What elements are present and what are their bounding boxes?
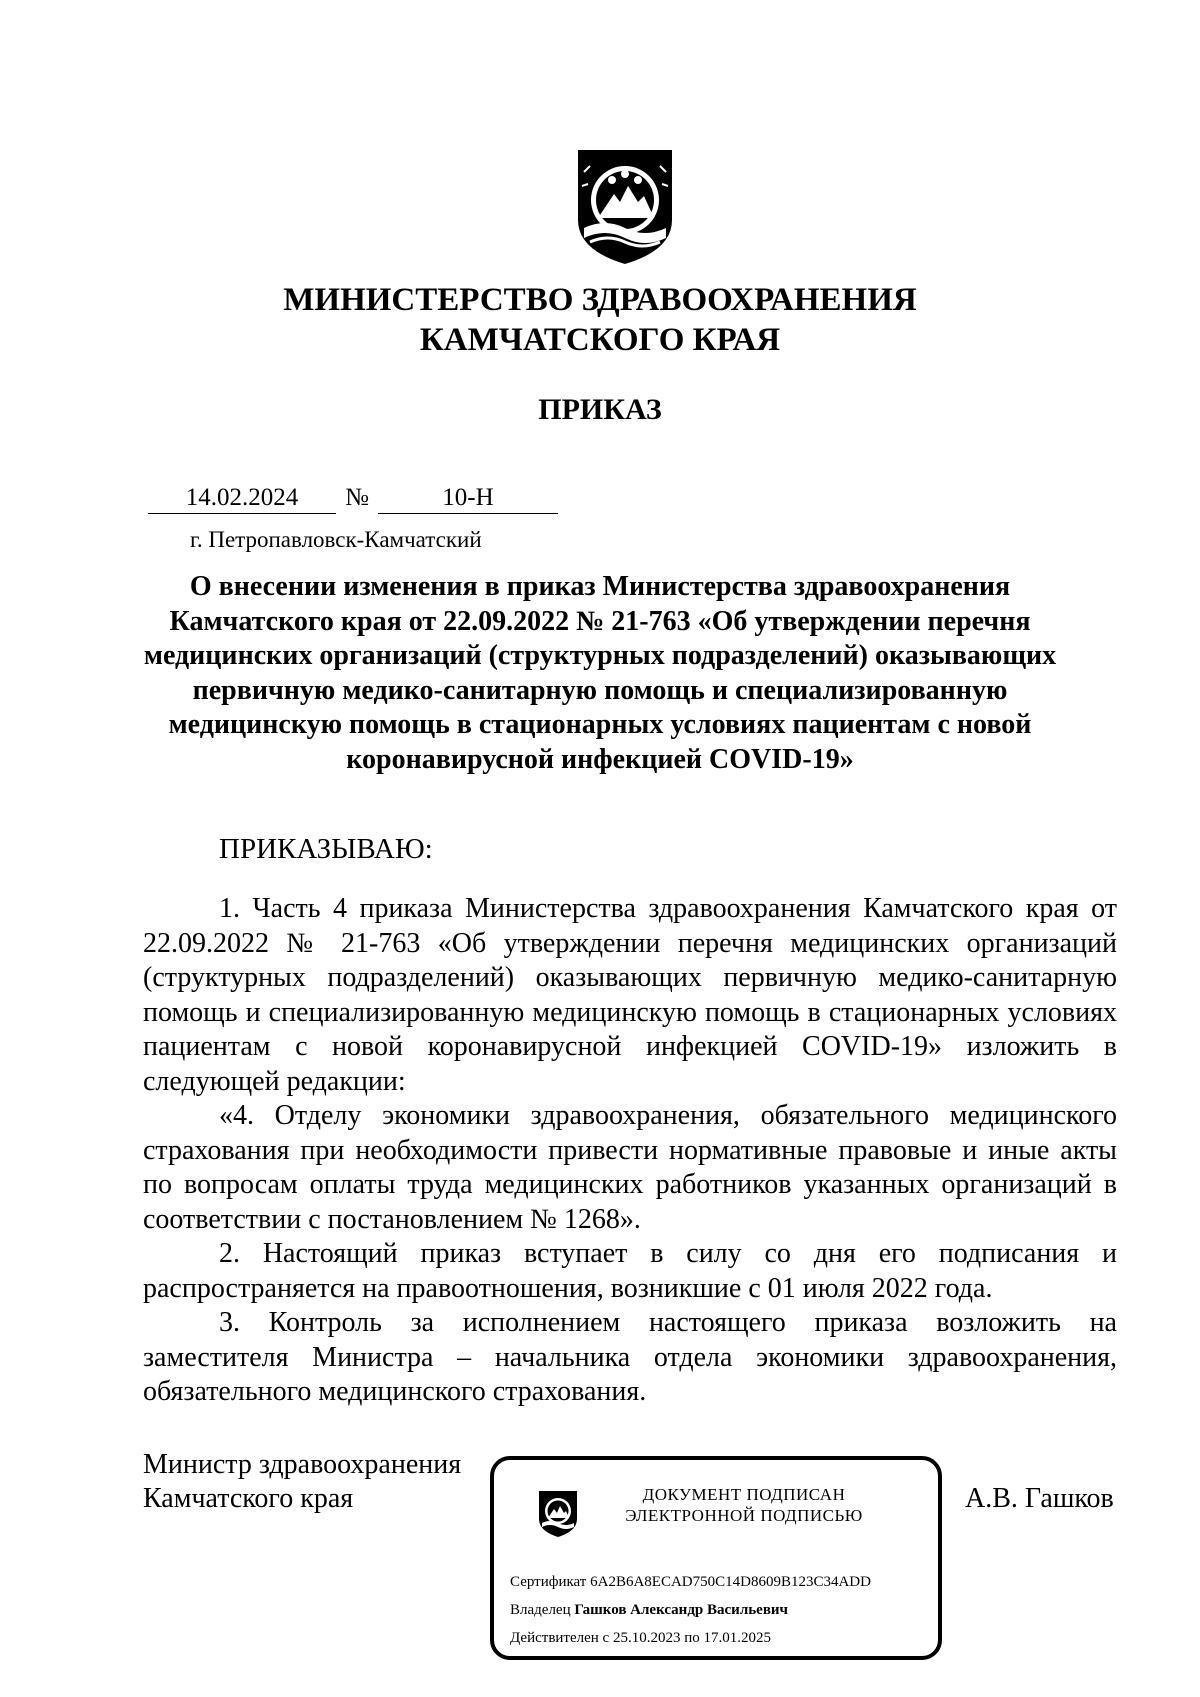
number-sign: № [345,484,369,511]
stamp-coat-of-arms-icon [536,1488,580,1538]
signer-name: А.В. Гашков [965,1483,1114,1514]
stamp-heading-line1: ДОКУМЕНТ ПОДПИСАН [642,1485,846,1504]
valid-to: 17.01.2025 [703,1630,771,1646]
signer-title [143,1448,461,1516]
ministry-name-line2: КАМЧАТСКОГО КРАЯ [419,322,781,358]
stamp-heading-line2: ЭЛЕКТРОННОЙ ПОДПИСЬЮ [625,1506,863,1525]
owner-value: Гашков Александр Васильевич [574,1602,789,1618]
stamp-owner [510,1600,788,1620]
order-date: 14.02.2024 [148,483,336,514]
order-body [143,892,1117,1410]
stamp-certificate [510,1572,871,1592]
kamchatka-coat-of-arms-icon [570,142,680,267]
directive: ПРИКАЗЫВАЮ: [219,833,433,865]
date-number-line [148,480,558,514]
paragraph-3: 2. Настоящий приказ вступает в силу со дня его подписания и распространяется на правоотношения, возникшие с 01 июля 2022 года. [143,1238,1117,1304]
signer-title-line1: Министр здравоохранения [143,1449,462,1480]
valid-from: 25.10.2023 [612,1630,681,1646]
valid-label: Действителен с [510,1630,610,1646]
certificate-value: 6A2B6A8ECAD750C14D8609B123C34ADD [590,1574,871,1590]
electronic-signature-stamp [490,1456,942,1660]
city: г. Петропавловск-Камчатский [190,527,482,552]
paragraph-4: 3. Контроль за исполнением настоящего приказа возложить на заместителя Министра – начальника отдела экономики здравоохранения, обязательного медицинского страхования. [143,1307,1117,1407]
certificate-label: Сертификат [510,1574,587,1590]
owner-label: Владелец [510,1602,571,1618]
document-type: ПРИКАЗ [538,393,662,426]
stamp-validity [510,1628,771,1648]
stamp-heading [594,1484,894,1526]
valid-to-label: по [684,1630,700,1646]
order-number: 10-Н [378,483,558,514]
signer-title-line2: Камчатского края [143,1483,354,1514]
paragraph-1: 1. Часть 4 приказа Министерства здравоохранения Камчатского края от 22.09.2022 № 21-763 «Об утверждении перечня медицинских организаций (структурных подразделений) оказывающих первичную медико-санитарную помощь и специализированную медицинскую помощь в стационарных условиях пациентам с новой коронавирусной инфекцией COVID-19» изложить в следующей редакции: [143,893,1117,1097]
paragraph-2: «4. Отделу экономики здравоохранения, обязательного медицинского страхования при необходимости привести нормативные правовые и иные акты по вопросам оплаты труда медицинских работников указанных организаций в соответствии с постановлением № 1268». [143,1100,1117,1235]
order-subject: О внесении изменения в приказ Министерства здравоохранения Камчатского края от 22.09.2022 № 21-763 «Об утверждении перечня медицинских организаций (структурных подразделений) оказывающих первичную медико-санитарную помощь и специализированную медицинскую помощь в стационарных условиях пациентам с новой коронавирусной инфекцией COVID-19» [143,571,1057,775]
ministry-name-line1: МИНИСТЕРСТВО ЗДРАВООХРАНЕНИЯ [283,282,917,318]
